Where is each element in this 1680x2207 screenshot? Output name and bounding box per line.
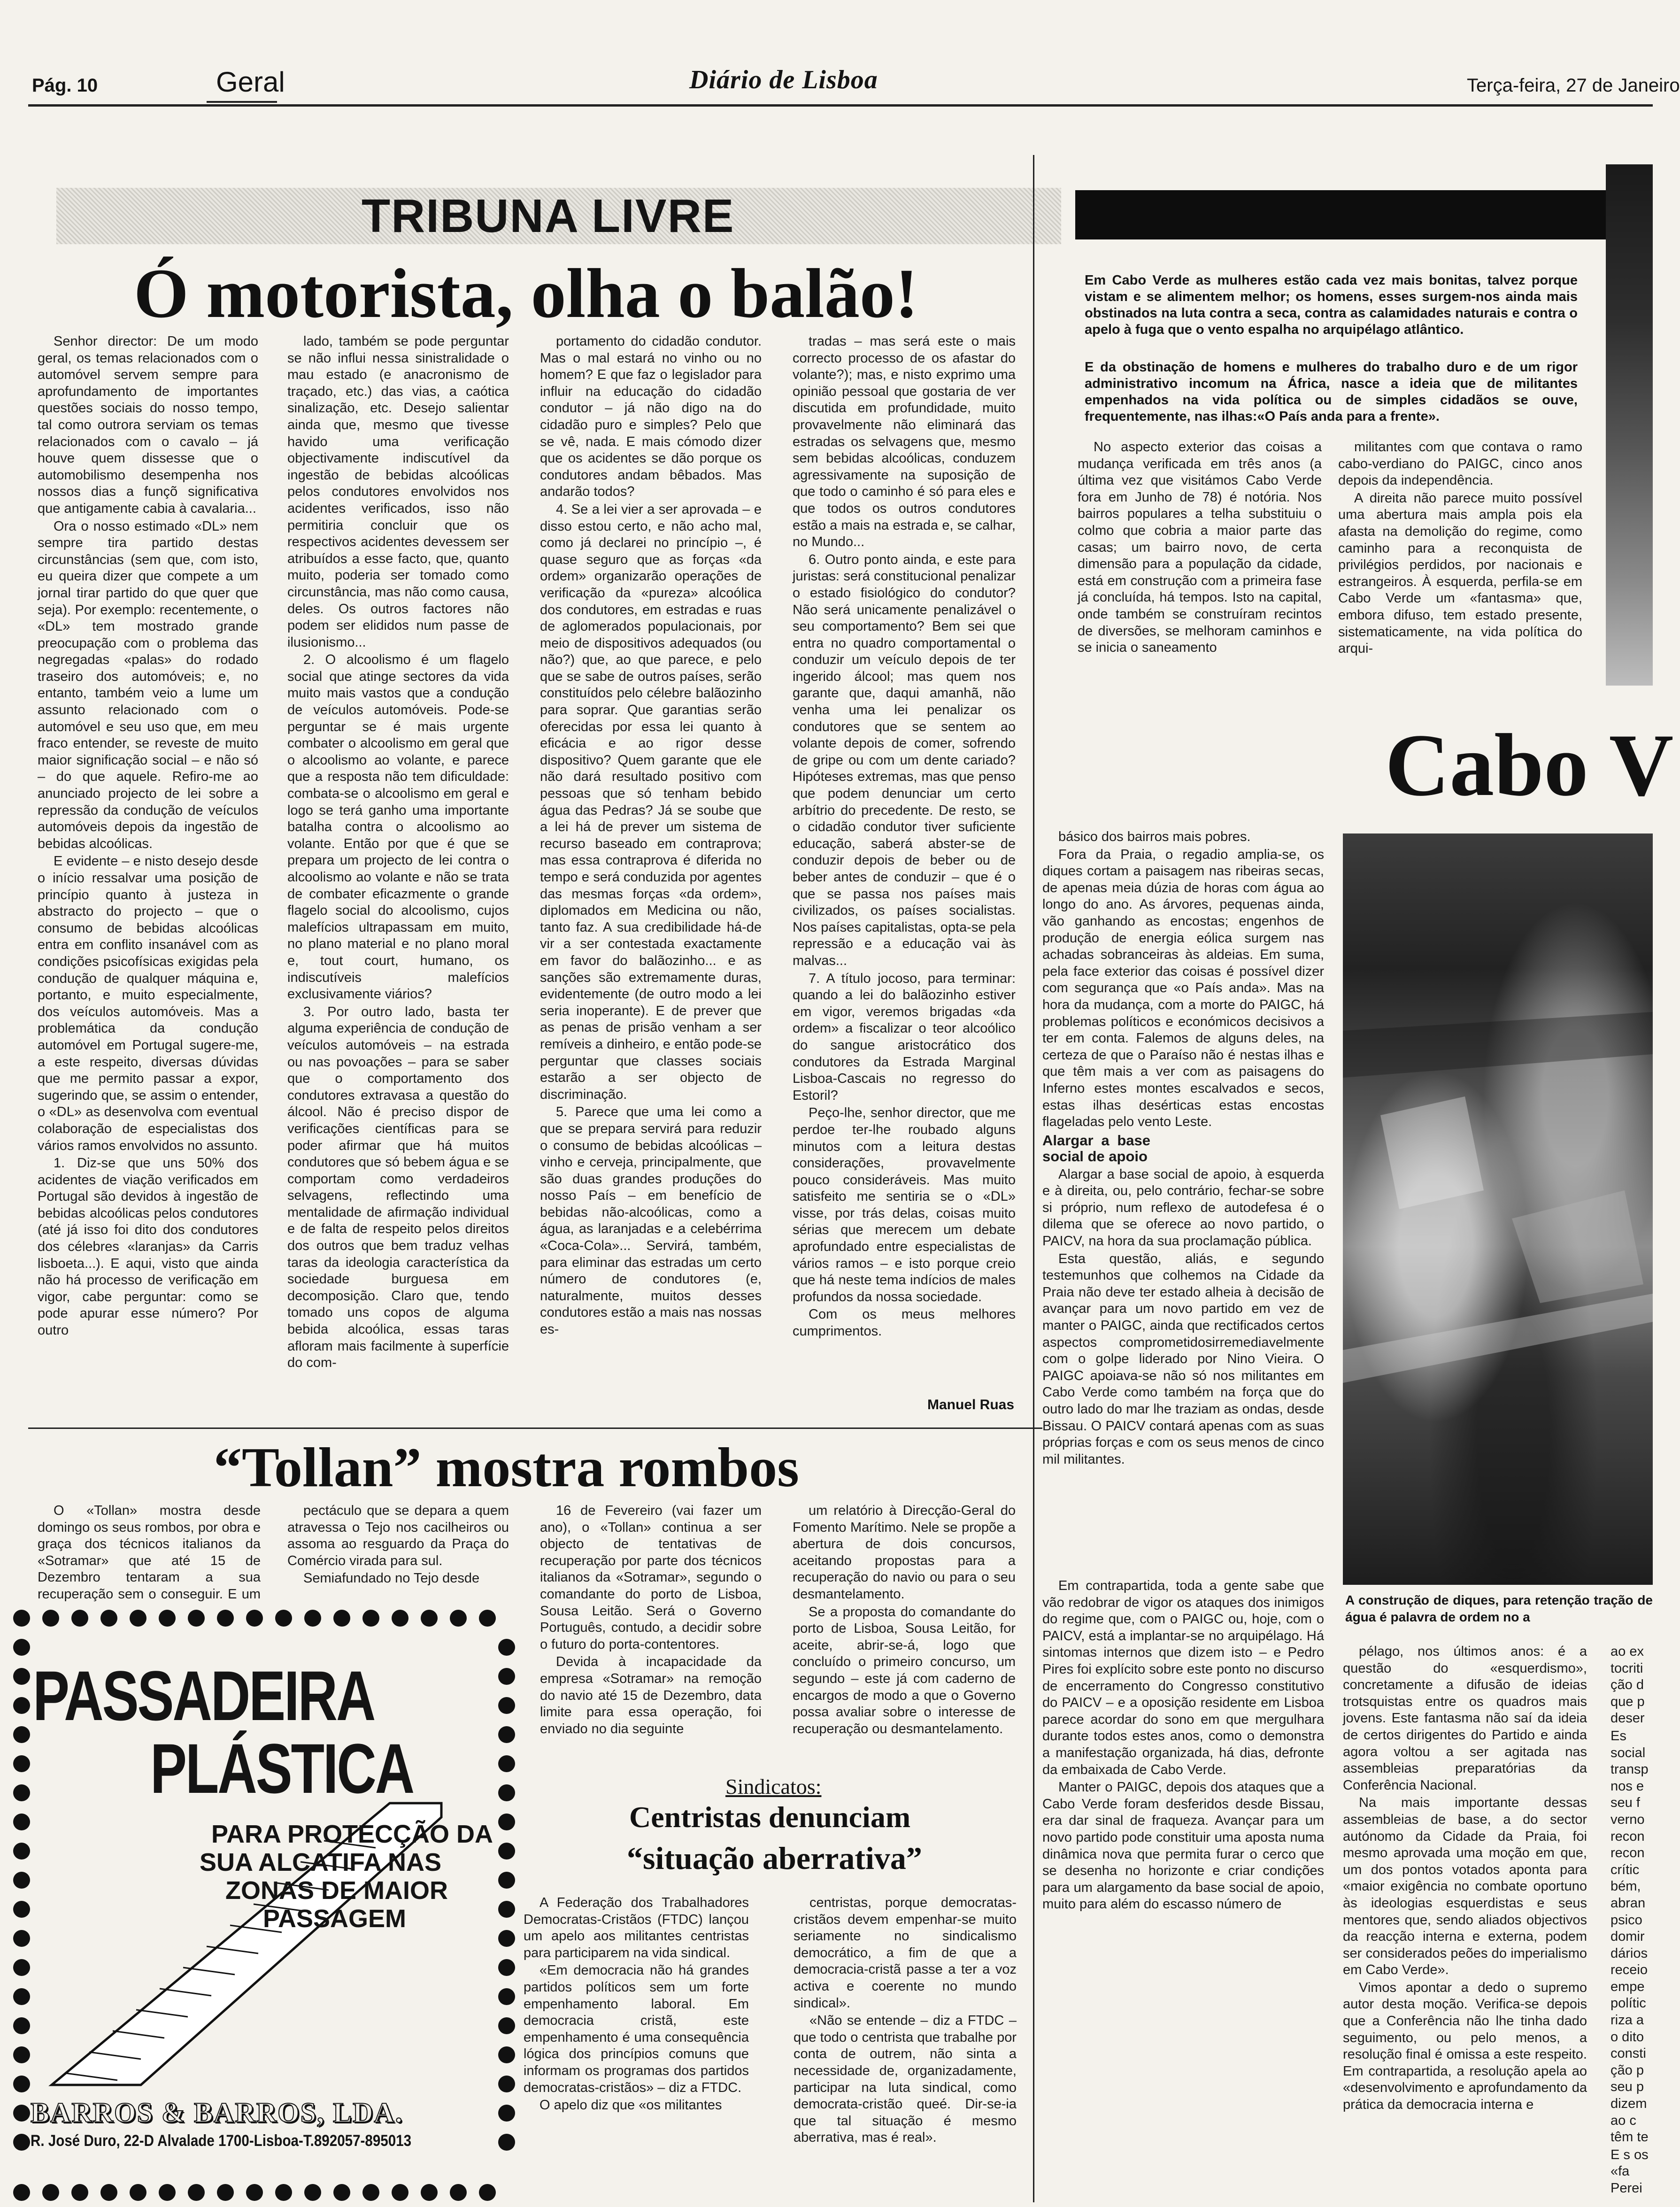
paragraph: Senhor director: De um modo geral, os temas relacionados com o automóvel servem sempre para aprofundamento de importantes questões sociais do nosso tempo, tal como outrora serviam os temas relacionados com o cavalo – já houve quem dissesse que o automobilismo desempenha nos nossos dias a funçõ significativa que antigamente cabia à cavalaria... bbox=[38, 334, 262, 516]
ad-border-dot bbox=[450, 2184, 467, 2201]
ad-border-dot bbox=[275, 1610, 292, 1627]
paragraph: E evidente – e nisto desejo desde o início ressalvar uma posição de princípio quanto à justeza in abstracto do projecto – que o consumo de bebidas alcoólicas entra em conflito insanável com as condições psicofísicas exigidas pela condução de qualquer máquina e, portanto, e muito especialmente, dos veículos automóveis. Mas a problemática da condução automóvel em Portugal sugere-me, a este respeito, diversas dúvidas que me permito passar a expor, sugerindo que, se assim o entender, o «DL» as desenvolva com eventual colaboração de especialistas dos vários ramos envolvidos no assunto. bbox=[38, 854, 262, 1153]
ad-border-dot bbox=[304, 1610, 321, 1627]
ad-border-dot bbox=[188, 2184, 205, 2201]
ad-border-dot bbox=[13, 1843, 30, 1860]
paragraph: um relatório à Direcção-Geral do Fomento Marítimo. Nele se propõe a abertura de dois concursos, aceitando propostas para a recuperação do navio ou para o seu desmantelamento. bbox=[793, 1503, 1020, 1602]
ad-border-dot bbox=[333, 2184, 350, 2201]
ad-border-dot bbox=[498, 1784, 515, 1801]
paragraph: 2. O alcoolismo é um flagelo social que atinge sectores da vida muito mais vastos que a condução de veículos automóveis. Pode-se perguntar se é mais urgente combater o alcoolismo em geral que o alcoolismo ao volante, e parece que a resposta não tem dificuldade: combata-se o alcoolismo em geral e logo se terá ganho uma importante batalha contra o alcoolismo ao volante. Então por que é que se prepara um projecto de lei contra o alcoolismo ao volante e não se trata de combater eficazmente o grande flagelo social do alcoolismo, cujos malefícios ultrapassam em muito, no plano material e no plano moral e, tout court, humano, os indiscutíveis malefícios exclusivamente viários? bbox=[287, 652, 513, 1002]
paragraph: 1. Diz-se que uns 50% dos acidentes de viação verificados em Portugal são devidos à ingestão de bebidas alcoólicas pelos condutores (até já isso foi dito dos condutores dos célebres «laranjas» da Carris lisboeta...). E aqui, visto que ainda não há processo de verificação em vigor, cabe perguntar: como se pode apurar esse número? Por outro bbox=[38, 1156, 262, 1338]
ad-headline-2: PLÁSTICA bbox=[150, 1729, 414, 1808]
ad-border-dot bbox=[498, 1901, 515, 1918]
ad-border-dot bbox=[42, 1610, 59, 1627]
ad-border-dot bbox=[498, 1930, 515, 1947]
ad-border-dot bbox=[71, 2184, 88, 2201]
ad-border-dot bbox=[498, 1843, 515, 1860]
ad-border-dot bbox=[275, 2184, 292, 2201]
ad-border-dot bbox=[13, 1668, 30, 1685]
ad-border-dot bbox=[100, 1610, 117, 1627]
paragraph: Es social transp nos e seu f verno recon recon crític bém, abran psico domir dários receio empe polític riza a o dito consti ção p seu p dizem ao c têm te bbox=[1611, 1728, 1652, 2145]
dike-construction-photo bbox=[1343, 833, 1653, 1585]
paragraph: Vimos apontar a dedo o supremo autor desta moção. Verifica-se depois que a Conferência não lhe tinha dado seguimento, ou pelo menos, a resolução final é omissa a este respeito. Em contrapartida, a resolução apela ao «desenvolvimento e aprofundamento da prática da democracia interna e bbox=[1343, 1980, 1591, 2113]
ad-border-dot bbox=[362, 2184, 379, 2201]
paragraph: A Federação dos Trabalhadores Democratas-Cristãos (FTDC) lançou um apelo aos militantes centristas para participarem na vida sindical. bbox=[524, 1895, 753, 1960]
ad-border-dot bbox=[13, 1959, 30, 1976]
ad-border-dot bbox=[498, 1988, 515, 2005]
caboverde-left-column bbox=[1042, 829, 1328, 1575]
divider-under-tribuna bbox=[28, 1428, 1042, 1429]
caboverde-top-column-2 bbox=[1338, 439, 1587, 688]
caboverde-left-column-continued bbox=[1042, 1578, 1328, 2202]
caboverde-lead-1: Em Cabo Verde as mulheres estão cada vez mais bonitas, talvez porque vistam e se alimentem melhor; os homens, esses surgem-nos ainda mais obstinados na luta contra a seca, contra as calamidades naturais e contra o apelo à fuga que o vento espalha no arquipélago atlântico. bbox=[1085, 273, 1578, 337]
ad-border-dot bbox=[13, 1901, 30, 1918]
ad-border-dot bbox=[13, 2046, 30, 2063]
photo-texture bbox=[1343, 833, 1653, 1585]
paragraph: E s os «fa Perei bbox=[1611, 2147, 1652, 2196]
ad-border-dot bbox=[13, 1726, 30, 1743]
ad-border-dot bbox=[130, 1610, 146, 1627]
tribuna-column-1 bbox=[38, 333, 262, 1418]
ad-border-dot bbox=[392, 2184, 408, 2201]
ad-border-dot bbox=[498, 1726, 515, 1743]
sindicatos-kicker: Sindicatos: bbox=[725, 1775, 822, 1798]
ad-border-dot bbox=[13, 2017, 30, 2034]
tollan-column-2 bbox=[287, 1503, 513, 1606]
ad-border-dot bbox=[450, 1610, 467, 1627]
tribuna-headline: Ó motorista, olha o balão! bbox=[134, 255, 918, 332]
ad-border-dot bbox=[13, 1610, 30, 1627]
paragraph: 4. Se a lei vier a ser aprovada – e disso estou certo, e não acho mal, como já declarei no princípio –, é quase seguro que as forças «da ordem» organizarão operações de verificação da «pureza» alcoólica dos condutores, em estradas e ruas de aglomerados populacionais, por meio de dispositivos adequados (ou não?) que, ao que parece, e pelo que se sabe de outros países, serão constituídos pelo célebre balãozinho para soprar. Que garantias serão oferecidas por essa lei quanto à eficácia e ao rigor desse dispositivo? Quem garante que ele não dará resultado positivo com pessoas que só tenham bebido água das Pedras? Já se soube que a lei há de prever um sistema de recurso baseado em contraprova; mas essa contraprova é diferida no tempo e será conduzida por agentes das mesmas forças «da ordem», diplomados em Medicina ou não, tanto faz. A sua credibilidade há-de vir a ser contestada exactamente em favor do balãozinho... e as sanções são extremamente duras, evidentemente (de outro modo a lei seria inoperante). E de prever que as penas de prisão venham a ser remíveis a dinheiro, e então pode-se perguntar que classes sociais estarão a ser objecto de discriminação. bbox=[540, 502, 766, 1102]
ad-border-dot bbox=[13, 1813, 30, 1830]
tribuna-kicker: TRIBUNA LIVRE bbox=[362, 190, 735, 242]
ad-border-dot bbox=[13, 2134, 30, 2151]
caboverde-side-photo-strip bbox=[1606, 164, 1653, 686]
paragraph: portamento do cidadão condutor. Mas o mal estará no vinho ou no homem? E que faz o legislador para influir na educação do cidadão condutor – já não digo na do cidadão puro e simples? Pelo que se vê, nada. E mais cómodo dizer que os acidentes se dão porque os condutores andam bêbados. Mas andarão todos? bbox=[540, 334, 766, 500]
ad-border-dot bbox=[498, 2134, 515, 2151]
issue-date: Terça-feira, 27 de Janeiro bbox=[1467, 75, 1680, 96]
ad-border-dot bbox=[159, 2184, 176, 2201]
paragraph: ao ex tocriti ção d que p deser bbox=[1611, 1644, 1649, 1726]
paragraph: Esta questão, aliás, e segundo testemunhos que colhemos na Cidade da Praia não deve ter estado alheia à decisão de avançar para um novo partido em vez de manter o PAIGC, ainda que rectificados certos aspectos comprometidosirremediavelmente com o golpe liderado por Nino Vieira. O PAIGC apoiava-se não só nos militantes em Cabo Verde como também na força que do outro lado do mar lhe traziam as ondas, desde Bissau. O PAICV contará apenas com as suas próprias forças e com os seus menos de cinco mil militantes. bbox=[1042, 1251, 1328, 1467]
ad-border-dot bbox=[498, 1959, 515, 1976]
paragraph: 16 de Fevereiro (vai fazer um ano), o «Tollan» continua a ser objecto de tentativas de recuperação por parte dos técnicos italianos da «Sotramar», segundo o comandante do porto de Lisboa, Sousa Leitão. Será o Governo Português, contudo, a decidir sobre o futuro do porta-contentores. bbox=[540, 1503, 766, 1652]
ad-border-dot bbox=[498, 1697, 515, 1714]
ad-border-dot bbox=[304, 2184, 321, 2201]
advertisement bbox=[9, 1606, 519, 2205]
ad-border-dot bbox=[13, 2076, 30, 2092]
caboverde-bottom-column-1 bbox=[1343, 1644, 1591, 2202]
paragraph: O apelo diz que «os militantes bbox=[539, 2098, 722, 2113]
ad-border-dot bbox=[498, 2076, 515, 2092]
ad-border-dot bbox=[217, 1610, 234, 1627]
ad-border-dot bbox=[13, 1784, 30, 1801]
sindicatos-headline-2: “situação aberrativa” bbox=[627, 1840, 922, 1876]
paragraph: Peço-lhe, senhor director, que me perdoe ter-lhe roubado alguns minutos com a leitura destas considerações, provavelmente pouco consideráveis. Mas muito satisfeito me sentiria se o «DL» visse, por trás delas, coisas muito sérias que merecem um debate aprofundado entre especialistas de vários ramos – e isto porque creio que há neste tema indícios de males profundos da nossa sociedade. bbox=[793, 1105, 1020, 1304]
paragraph: 3. Por outro lado, basta ter alguma experiência de condução de veículos automóveis – na estrada ou nas povoações – para se saber que o comportamento dos condutores extravasa a questão do álcool. Não é preciso dispor de verificações científicas para se poder afirmar que há muitos condutores que só bebem água e se comportam como verdadeiros selvagens, reflectindo uma mentalidade de afirmação individual e de falta de respeito pelos direitos dos outros que bem traduz velhas taras da ideologia característica da sociedade burguesa em decomposição. Claro que, tendo tomado uns copos de alguma bebida alcoólica, essas taras afloram mais facilmente à superfície do com- bbox=[287, 1004, 513, 1371]
ad-border-dot bbox=[42, 2184, 59, 2201]
ad-border-dot bbox=[188, 1610, 205, 1627]
tollan-headline: “Tollan” mostra rombos bbox=[214, 1436, 799, 1498]
tribuna-column-2 bbox=[287, 333, 513, 1418]
paragraph: básico dos bairros mais pobres. bbox=[1058, 829, 1251, 844]
ad-border-dot bbox=[479, 1610, 496, 1627]
sindicatos-column-1 bbox=[524, 1895, 753, 2195]
paragraph: Semiafundado no Tejo desde bbox=[303, 1571, 480, 1586]
caboverde-subhead: Alargar a base social de apoio bbox=[1042, 1132, 1150, 1165]
ad-border-dot bbox=[333, 1610, 350, 1627]
paragraph: Na mais importante dessas assembleias de base, a do sector autónomo da Cidade da Praia, foi mesmo aprovada uma moção em que, um dos pontos votados aponta para «maior exigência no combate oportuno às ideologias esquerdistas e seus mentores que, sendo aliados objectivos da reacção interna e externa, podem ser considerados peões do imperialismo em Cabo Verde». bbox=[1343, 1795, 1591, 1978]
tribuna-column-3 bbox=[540, 333, 766, 1418]
ad-copy-1: PARA PROTECÇÃO DA bbox=[211, 1820, 493, 1848]
caboverde-top-column-1 bbox=[1078, 439, 1326, 688]
paragraph: A direita não parece muito possível uma abertura mais ampla pois ela afasta na demolição do regime, como caminho para a reconquista de privilégios perdidos, por nacionais e estrangeiros. À esquerda, perfila-se em Cabo Verde um «fantasma» que, embora difuso, tem estado presente, sistematicamente, na vida política do arqui- bbox=[1338, 490, 1587, 656]
paragraph: 7. A título jocoso, para terminar: quando a lei do balãozinho estiver em vigor, veremos brigadas «da ordem» a fiscalizar o teor alcoólico do sangue aristocrático dos condutores da Estrada Marginal Lisboa-Cascais no regresso do Estoril? bbox=[793, 971, 1020, 1103]
paragraph: O «Tollan» mostra desde domingo os seus rombos, por obra e graça dos técnicos italianos da «Sotramar» que até 15 de Dezembro tentaram a sua recuperação sem o conseguir. E um bbox=[38, 1503, 261, 1602]
ad-border-dot bbox=[362, 1610, 379, 1627]
ad-border-dot bbox=[246, 1610, 263, 1627]
section-name: Geral bbox=[216, 66, 285, 98]
paragraph: Em contrapartida, toda a gente sabe que vão redobrar de vigor os ataques dos inimigos do regime que, com o PAIGC ou, hoje, com o PAICV, está a implantar-se no arquipélago. Há sintomas internos que dizem isto – e Pedro Pires foi explícito sobre este ponto no discurso de encerramento do Congresso constitutivo do PAICV – e a oposição residente em Lisboa parece acordar do sono em que mergulhara durante todos estes anos, como o demonstra a manifestação organizada, há dias, defronte da embaixada de Cabo Verde. bbox=[1042, 1578, 1328, 1777]
ad-border-dot bbox=[498, 2105, 515, 2122]
ad-address: R. José Duro, 22-D Alvalade 1700-Lisboa-T.892057-895013 bbox=[31, 2132, 412, 2150]
ad-border-dot bbox=[392, 1610, 408, 1627]
tollan-column-4 bbox=[793, 1503, 1020, 1766]
ad-headline-1: PASSADEIRA bbox=[33, 1656, 375, 1735]
paragraph: pélago, nos últimos anos: é a questão do «esquerdismo», concretamente a difusão de ideias trotsquistas entre os quadros mais jovens. Este fantasma não saí da ideia de certos dirigentes do Partido e ainda agora voltou a ser agitada nas assembleias preparatórias da Conferência Nacional. bbox=[1343, 1644, 1591, 1793]
ad-border-dot bbox=[421, 2184, 438, 2201]
paragraph: militantes com que contava o ramo cabo-verdiano do PAIGC, cinco anos depois da independência. bbox=[1338, 440, 1587, 488]
paragraph: No aspecto exterior das coisas a mudança verificada em três anos (a última vez que visitámos Cabo Verde fora em Junho de 78) é notória. Nos bairros populares a telha substituiu o colmo que cobria a maior parte das casas; um bairro novo, de certa dimensão para a população da cidade, está em construção com a primeira fase já concluída, há tempos. Isto na capital, onde também se construíram recintos de diversões, se melhoram caminhos e se inicia o saneamento bbox=[1078, 440, 1326, 656]
ad-copy-3: ZONAS DE MAIOR bbox=[225, 1876, 448, 1905]
ad-border-dot bbox=[246, 2184, 263, 2201]
ad-border-dot bbox=[13, 1872, 30, 1889]
newspaper-logo: Diário de Lisboa bbox=[689, 65, 878, 94]
ad-border-dot bbox=[130, 2184, 146, 2201]
ad-border-dot bbox=[13, 1697, 30, 1714]
masthead-rule bbox=[28, 104, 1653, 107]
ad-border-dot bbox=[13, 1930, 30, 1947]
paragraph: Se a proposta do comandante do porto de Lisboa, Sousa Leitão, for aceite, abrir-se-á, logo que concluído o primeiro concurso, um segundo – este já com caderno de encargos de modo a que o Governo possa avaliar sobre o interesse de recuperação ou desmantelamento. bbox=[793, 1604, 1020, 1736]
sindicatos-column-2 bbox=[794, 1895, 1021, 2195]
caboverde-headline: Cabo V bbox=[1385, 716, 1674, 815]
photo-caption: A construção de diques, para retenção tração de água é palavra de ordem no a bbox=[1345, 1593, 1653, 1624]
ad-company-name: BARROS & BARROS, LDA. bbox=[31, 2097, 403, 2128]
paragraph: Manter o PAIGC, depois dos ataques que a Cabo Verde foram desferidos desde Bissau, era dar sinal de fraqueza. Avançar para um novo partido pode constituir uma aposta numa dinâmica nova que permita furar o cerco que se desenha no horizonte e criar condições para um alargamento da base social de apoio, muito para além do escasso número de bbox=[1042, 1780, 1328, 1912]
paragraph: «Em democracia não há grandes partidos políticos sem um forte empenhamento laboral. Em democracia cristã, este empenhamento é uma consequência lógica dos princípios comuns que informam os programas dos partidos democratas-cristãos» – diz a FTDC. bbox=[524, 1963, 753, 2095]
tribuna-signature: Manuel Ruas bbox=[927, 1397, 1015, 1412]
ad-border-dot bbox=[498, 1668, 515, 1685]
paragraph: pectáculo que se depara a quem atravessa o Tejo nos cacilheiros ou assoma ao resguardo da Praça do Comércio virada para sul. bbox=[287, 1503, 513, 1568]
caboverde-bottom-column-2-cut bbox=[1611, 1644, 1653, 2202]
paragraph: tradas – mas será este o mais correcto processo de os afastar do volante?); mas, e nisto exprimo uma opinião pessoal que gostaria de ver discutida em profundidade, muito provavelmente não eliminará das estradas os selvagens que, mesmo sem bebidas alcoólicas, conduzem agressivamente na suposição de que todo o caminho é só para eles e que todos os outros condutores estão a mais na estrada e, se calhar, no Mundo... bbox=[793, 334, 1020, 550]
vertical-column-rule bbox=[1033, 155, 1034, 2202]
ad-border-dot bbox=[498, 2017, 515, 2034]
ad-border-dot bbox=[498, 1755, 515, 1772]
ad-border-dot bbox=[13, 1755, 30, 1772]
ad-border-dot bbox=[498, 2046, 515, 2063]
paragraph: 5. Parece que uma lei como a que se prepara servirá para reduzir o consumo de bebidas alcoólicas – vinho e cerveja, principalmente, que são duas grandes produções do nosso País – em benefício de bebidas não-alcoólicas, como a água, as laranjadas e a celebérrima «Coca-Cola»... Servirá, também, para eliminar das estradas um certo número de condutores (e, naturalmente, muitos desses condutores estão a mais nas nossas es- bbox=[540, 1104, 766, 1337]
ad-border-dot bbox=[498, 1813, 515, 1830]
paragraph: Alargar a base social de apoio, à esquerda e à direita, ou, pelo contrário, fechar-se sobre si próprio, num reflexo de autodefesa é o dilema que se oferece ao novo partido, o PAICV, na hora da sua proclamação pública. bbox=[1042, 1166, 1328, 1249]
tollan-column-3 bbox=[540, 1503, 766, 1766]
ad-border-dot bbox=[71, 1610, 88, 1627]
ad-copy-4: PASSAGEM bbox=[263, 1905, 407, 1933]
caboverde-lead-2: E da obstinação de homens e mulheres do trabalho duro e de um rigor administrativo incomum na África, nasce a ideia que de militantes empenhados na vida política ou de simples cidadãos se ouve, frequentemente, nas ilhas:«O País anda para a frente». bbox=[1085, 360, 1578, 424]
tribuna-column-4 bbox=[793, 333, 1020, 1385]
ad-border-dot bbox=[479, 2184, 496, 2201]
ad-border-dot bbox=[13, 1988, 30, 2005]
page-number: Pág. 10 bbox=[32, 75, 98, 96]
paragraph: centristas, porque democratas-cristãos devem empenhar-se muito seriamente no sindicalismo democrático, a fim de que a democracia-cristã passe a ter a voz activa e coerente no mundo sindical». bbox=[794, 1895, 1021, 2011]
paragraph: «Não se entende – diz a FTDC – que todo o centrista que trabalhe por conta de outrem, não sinta a necessidade de, organizadamente, participar na luta sindical, como democrata-cristão queé. Dir-se-ia que tal situação é mesmo aberrativa, mas é real». bbox=[794, 2013, 1021, 2145]
paragraph: lado, também se pode perguntar se não influi nessa sinistralidade o mau estado (e anacronismo de traçado, etc.) das vias, a caótica sinalização, etc. Desejo salientar ainda que, mesmo que tivesse havido uma verificação objectivamente indiscutível da ingestão de bebidas alcoólicas pelos condutores envolvidos nos acidentes verificados, isso não permitiria concluir que os respectivos acidentes devessem ser atribuídos a esse facto, que, quanto muito, poderia ser tomado como circunstância, mas não como causa, deles. Os outros factores não podem ser elididos num passe de ilusionismo... bbox=[287, 334, 513, 650]
ad-border-dot bbox=[217, 2184, 234, 2201]
ad-border-dot bbox=[498, 1872, 515, 1889]
ad-border-dot bbox=[498, 1639, 515, 1656]
tollan-column-1 bbox=[38, 1503, 261, 1606]
ad-border-dot bbox=[100, 2184, 117, 2201]
ad-copy-2: SUA ALCATIFA NAS bbox=[200, 1848, 441, 1876]
paragraph: Devida à incapacidade da empresa «Sotramar» na remoção do navio até 15 de Dezembro, data limite para essa operação, foi enviado no dia seguinte bbox=[540, 1654, 766, 1736]
ad-border-dot bbox=[159, 1610, 176, 1627]
ad-border-dot bbox=[13, 1639, 30, 1656]
paragraph: 6. Outro ponto ainda, e este para juristas: será constitucional penalizar o estado fisiológico do condutor? Não será unicamente penalizável o seu comportamento? Bem sei que entra no quadro comportamental o conduzir um veículo depois de ter ingerido álcool; mas quem nos garante que, daqui amanhã, não venha uma lei penalizar os condutores que se sentem ao volante depois de comer, sofrendo de gripe ou com um dente cariado? Hipóteses extremas, mas que penso que podem denunciar um certo arbítrio do precedente. De resto, se o cidadão condutor tiver suficiente educação, saberá abster-se de conduzir depois de beber ou de beber antes de conduzir – que é o que se passa nos países mais civilizados, os países socialistas. Nos países capitalistas, opta-se pela repressão e a educação vai às malvas... bbox=[793, 552, 1020, 968]
ad-border-dot bbox=[13, 2184, 30, 2201]
section-underline bbox=[207, 101, 277, 103]
ad-border-dot bbox=[421, 1610, 438, 1627]
sindicatos-headline-1: Centristas denunciam bbox=[629, 1800, 911, 1834]
masthead bbox=[0, 0, 1680, 113]
ad-border-dot bbox=[13, 2105, 30, 2122]
paragraph: Fora da Praia, o regadio amplia-se, os diques cortam a paisagem nas ribeiras secas, de apenas meia dúzia de horas com água ao longo do ano. As árvores, pequenas ainda, vão ganhando as encostas; engenhos de produção de energia eólica surgem nas achadas sobranceiras às aldeias. Em suma, pela face exterior das coisas é possível dizer com segurança que «o País anda». Mas na hora da mudança, com a morte do PAIGC, há problemas políticos e económicos decisivos a ter em conta. Falemos de alguns deles, na certeza de que o Paraíso não é nestas ilhas e que têm mais a ver com as paisagens do Inferno estes montes escalvados e secos, estas ilhas desérticas estas encostas flageladas pelo vento Leste. bbox=[1042, 847, 1328, 1130]
paragraph: Com os meus melhores cumprimentos. bbox=[793, 1307, 1020, 1339]
caboverde-black-bar bbox=[1075, 190, 1653, 239]
paragraph: Ora o nosso estimado «DL» nem sempre tira partido destas circunstâncias (sem que, com isto, eu queira dizer que compete a um jornal tirar partido do que quer que seja). Por exemplo: recentemente, o «DL» tem mostrado grande preocupação com o problema das negregadas «palas» do rodado traseiro dos automóveis; e, no entanto, também veio a lume um assunto relacionado com o automóvel e seu uso que, em meu fraco entender, se reveste de muito maior significação social – e não só – do que aquele. Refiro-me ao anunciado projecto de lei sobre a repressão da condução de veículos automóveis depois da ingestão de bebidas alcoólicas. bbox=[38, 518, 262, 851]
